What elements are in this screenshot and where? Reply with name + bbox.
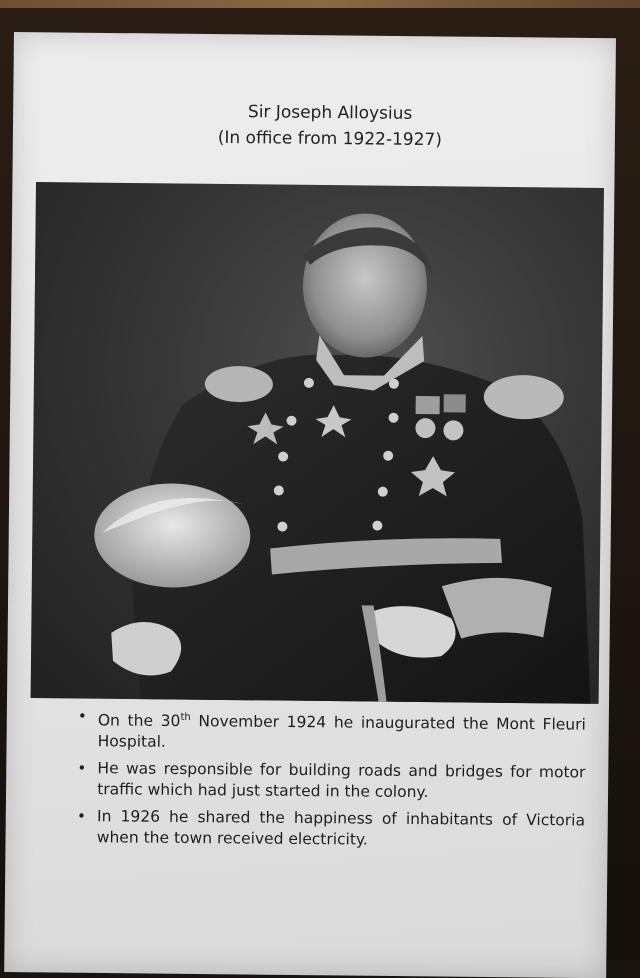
bullet-text: In 1926 he shared the happiness of inhabitants of Victoria when the town received electricity. [96, 807, 586, 849]
sign-title [190, 99, 471, 154]
portrait-photo [31, 182, 604, 704]
list-item [74, 706, 586, 757]
bullet-glyph: • [77, 759, 87, 778]
bullet-text-pre: On the 30 [97, 711, 181, 731]
bullet-text-post: November 1924 he inaugurated the Mont Fleuri Hospital. [97, 712, 586, 751]
bullet-glyph: • [76, 807, 86, 826]
title-name: Sir Joseph Alloysius [247, 102, 413, 124]
frame-top-edge [0, 0, 640, 8]
achievement-list [73, 706, 586, 859]
ordinal-suffix: th [180, 711, 191, 724]
bullet-text: He was responsible for building roads and bridges for motor traffic which had just started in the colony. [97, 759, 586, 802]
portrait-drawing [31, 182, 604, 704]
list-item [73, 758, 585, 804]
list-item [73, 806, 585, 852]
bullet-glyph: • [77, 707, 87, 726]
title-office-years: (In office from 1922-1927) [217, 127, 443, 151]
